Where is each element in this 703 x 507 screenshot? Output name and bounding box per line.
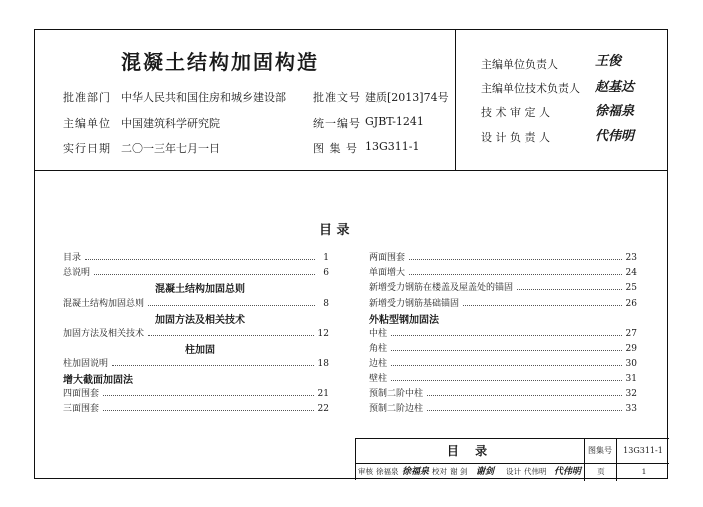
toc-entry[interactable]	[369, 386, 637, 399]
sheet-name: 目 录	[356, 439, 585, 463]
toc-entry-page: 21	[317, 389, 329, 399]
leader-dots	[427, 387, 622, 396]
toc-entry-label: 壁柱	[369, 374, 388, 384]
chief-unit: 中国建筑科学研究院	[121, 117, 220, 130]
designer-name: 代伟明	[524, 467, 547, 476]
toc-entry-page: 29	[625, 344, 637, 354]
review-label: 审核	[358, 467, 373, 476]
design-label: 设计	[506, 467, 521, 476]
designer-signature: 代伟明	[554, 467, 582, 477]
drawing-frame	[34, 29, 668, 479]
leader-dots	[409, 266, 622, 275]
toc-entry-page: 23	[625, 253, 637, 263]
leader-dots	[463, 297, 622, 306]
chief-unit-label: 主编单位	[63, 117, 111, 130]
atlas-no: 13G311-1	[365, 140, 420, 153]
title-block-top-row	[356, 439, 669, 464]
leader-dots	[391, 372, 622, 381]
leader-dots	[409, 251, 622, 260]
toc-title: 目 录	[319, 223, 350, 238]
toc-entry-label: 加固方法及相关技术	[63, 329, 145, 339]
toc-entry[interactable]	[369, 280, 637, 293]
toc-entry-page: 1	[323, 253, 329, 263]
toc-entry[interactable]	[63, 250, 329, 263]
toc-entry[interactable]	[63, 326, 329, 339]
responsible-signature-4: 代伟明	[595, 129, 635, 144]
toc-entry-label: 角柱	[369, 344, 388, 354]
toc-entry-page: 33	[625, 404, 637, 414]
toc-entry-label: 总说明	[63, 268, 91, 278]
toc-section-heading: 柱加固	[185, 345, 215, 356]
leader-dots	[427, 402, 622, 411]
toc-entry[interactable]	[63, 386, 329, 399]
responsible-label-4: 设 计 负 责 人	[481, 131, 550, 144]
approval-doc-label: 批准文号	[313, 91, 361, 104]
toc-entry-label: 新增受力钢筋在楼盖及屋盖处的锚固	[369, 283, 514, 293]
toc-section-heading: 外粘型钢加固法	[369, 315, 439, 326]
toc-entry-page: 8	[323, 299, 329, 309]
checker-signature: 谢剑	[476, 467, 495, 477]
title-block	[355, 438, 669, 480]
toc-entry-label: 单面增大	[369, 268, 406, 278]
reviewer-signature: 徐福泉	[402, 467, 430, 477]
toc-entry-label: 中柱	[369, 329, 388, 339]
toc-entry[interactable]	[369, 265, 637, 278]
unified-no-label: 统一编号	[313, 117, 361, 130]
page-number: 1	[616, 463, 671, 481]
header-separator	[35, 170, 667, 171]
leader-dots	[517, 281, 622, 290]
leader-dots	[85, 251, 315, 260]
leader-dots	[94, 266, 315, 275]
title-block-bottom-row	[356, 463, 669, 481]
toc-entry-label: 新增受力钢筋基础锚固	[369, 299, 460, 309]
responsible-label-1: 主编单位负责人	[481, 58, 558, 71]
toc-entry[interactable]	[369, 296, 637, 309]
toc-entry-page: 12	[317, 329, 329, 339]
toc-entry-page: 6	[323, 268, 329, 278]
toc-entry[interactable]	[369, 401, 637, 414]
toc-entry-label: 三面围套	[63, 404, 100, 414]
toc-entry-label: 边柱	[369, 359, 388, 369]
atlas-no-value: 13G311-1	[623, 446, 663, 455]
page-title: 混凝土结构加固构造	[121, 50, 319, 74]
leader-dots	[103, 387, 314, 396]
toc-entry[interactable]	[369, 326, 637, 339]
toc-entry[interactable]	[63, 401, 329, 414]
toc-entry-label: 目录	[63, 253, 82, 263]
toc-section-heading: 增大截面加固法	[63, 375, 133, 386]
unified-no: GJBT-1241	[365, 115, 424, 128]
toc-entry-page: 27	[625, 329, 637, 339]
toc-section-heading: 加固方法及相关技术	[155, 315, 245, 326]
toc-section-heading: 混凝土结构加固总则	[155, 284, 245, 295]
leader-dots	[148, 297, 315, 306]
toc-entry-page: 26	[625, 299, 637, 309]
impl-date: 二〇一三年七月一日	[121, 142, 220, 155]
toc-entry[interactable]	[63, 296, 329, 309]
leader-dots	[391, 342, 622, 351]
toc-entry[interactable]	[369, 250, 637, 263]
leader-dots	[112, 357, 314, 366]
toc-entry-label: 两面围套	[369, 253, 406, 263]
page-label: 页	[584, 463, 617, 481]
toc-entry[interactable]	[369, 356, 637, 369]
leader-dots	[103, 402, 314, 411]
toc-entry-page: 32	[625, 389, 637, 399]
toc-entry[interactable]	[369, 341, 637, 354]
reviewer-name: 徐福泉	[376, 467, 399, 476]
toc-entry-label: 预制二阶边柱	[369, 404, 424, 414]
atlas-no-label: 图集号	[584, 439, 617, 463]
toc-entry-page: 30	[625, 359, 637, 369]
responsible-signature-3: 徐福泉	[595, 104, 635, 119]
toc-entry-label: 混凝土结构加固总则	[63, 299, 145, 309]
toc-entry[interactable]	[63, 265, 329, 278]
leader-dots	[148, 327, 314, 336]
check-label: 校对	[432, 467, 447, 476]
toc-entry[interactable]	[369, 371, 637, 384]
approval-dept: 中华人民共和国住房和城乡建设部	[121, 91, 286, 104]
toc-entry-page: 31	[625, 374, 637, 384]
toc-entry-label: 预制二阶中柱	[369, 389, 424, 399]
toc-entry-label: 四面围套	[63, 389, 100, 399]
header-divider	[455, 30, 456, 170]
toc-entry-page: 25	[625, 283, 637, 293]
checker-name: 谢 剑	[450, 467, 468, 476]
toc-entry-page: 18	[317, 359, 329, 369]
leader-dots	[391, 327, 622, 336]
impl-date-label: 实行日期	[63, 142, 111, 155]
responsible-signature-2: 赵基达	[595, 80, 635, 95]
approval-dept-label: 批准部门	[63, 91, 111, 104]
atlas-no-label: 图 集 号	[313, 142, 358, 155]
toc-entry-page: 24	[625, 268, 637, 278]
responsible-signature-1: 王俊	[595, 54, 622, 69]
toc-entry-label: 柱加固说明	[63, 359, 109, 369]
toc-entry-page: 22	[317, 404, 329, 414]
toc-entry[interactable]	[63, 356, 329, 369]
leader-dots	[391, 357, 622, 366]
approval-doc: 建质[2013]74号	[365, 91, 449, 104]
responsible-label-2: 主编单位技术负责人	[481, 82, 580, 95]
responsible-label-3: 技 术 审 定 人	[481, 106, 550, 119]
